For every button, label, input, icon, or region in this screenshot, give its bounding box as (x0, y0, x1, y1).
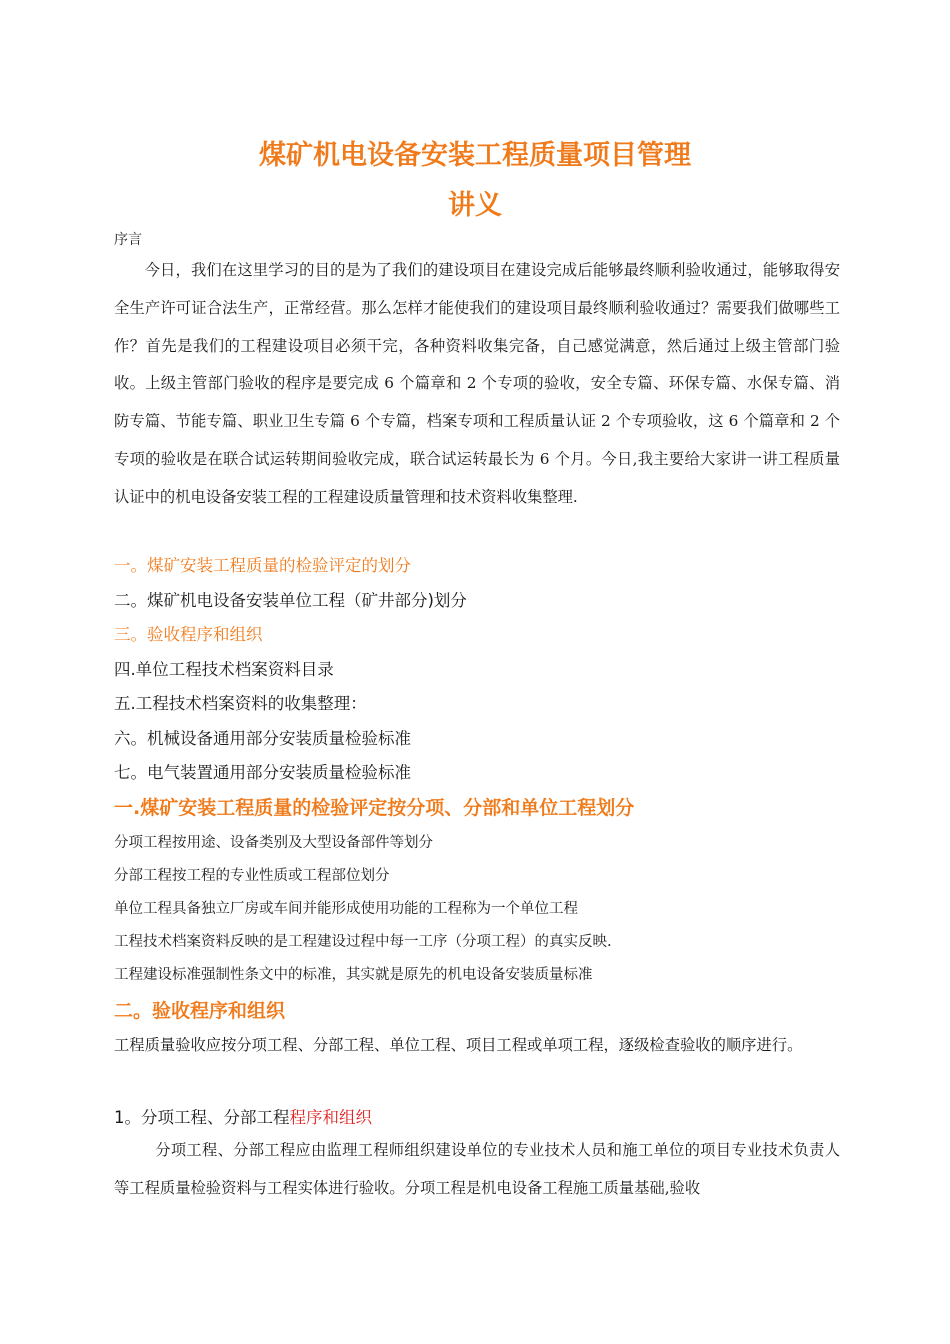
toc-item-4: 四.单位工程技术档案资料目录 (114, 660, 334, 679)
section-1-line: 工程建设标准强制性条文中的标准，其实就是原先的机电设备安装质量标准 (114, 967, 593, 983)
section-1-line: 工程技术档案资料反映的是工程建设过程中每一工序（分项工程）的真实反映. (114, 934, 612, 950)
preface-paragraph: 今日，我们在这里学习的目的是为了我们的建设项目在建设完成后能够最终顺利验收通过，能够取得安全生产许可证合法生产，正常经营。那么怎样才能使我们的建设项目最终顺利验收通过？需要我们做哪些工作？首先是我们的工程建设项目必须干完，各种资料收集完备，自己感觉满意，然后通过上级主管部门验收。上级主管部门验收的程序是要完成 6 个篇章和 2 个专项的验收，安全专篇、环保专篇、水保专篇、消防专篇、节能专篇、职业卫生专篇 6 个专篇，档案专项和工程质量认证 2 个专项验收，这 6 个篇章和 2 个专项的验收是在联合试运转期间验收完成，联合试运转最长为 6 个月。今日,我主要给大家讲一讲工程质量认证中的机电设备安装工程的工程建设质量管理和技术资料收集整理. (114, 261, 840, 506)
section-1-line: 分项工程按用途、设备类别及大型设备部件等划分 (114, 835, 433, 851)
document-subtitle: 讲义 (448, 190, 502, 221)
section-1-heading: 一.煤矿安装工程质量的检验评定按分项、分部和单位工程划分 (114, 797, 635, 819)
toc-item-6: 六。机械设备通用部分安装质量检验标准 (114, 729, 411, 748)
subsection-1-heading-main: 1。分项工程、分部工程 (114, 1108, 290, 1127)
toc-item-3: 三。验收程序和组织 (114, 625, 263, 644)
subsection-1-heading (114, 1104, 372, 1128)
section-1-line: 分部工程按工程的专业性质或工程部位划分 (114, 868, 390, 884)
section-1-line: 单位工程具备独立厂房或车间并能形成使用功能的工程称为一个单位工程 (114, 901, 578, 917)
toc-item-1: 一。煤矿安装工程质量的检验评定的划分 (114, 556, 411, 575)
section-2-paragraph: 工程质量验收应按分项工程、分部工程、单位工程、项目工程或单项工程，逐级检查验收的顺序进行。 (114, 1036, 803, 1054)
toc-item-7: 七。电气装置通用部分安装质量检验标准 (114, 763, 411, 782)
document-title: 煤矿机电设备安装工程质量项目管理 (259, 140, 691, 171)
subsection-1-paragraph: 分项工程、分部工程应由监理工程师组织建设单位的专业技术人员和施工单位的项目专业技术负责人等工程质量检验资料与工程实体进行验收。分项工程是机电设备工程施工质量基础,验收 (114, 1141, 840, 1197)
preface-label: 序言 (114, 232, 142, 248)
toc-item-2: 二。煤矿机电设备安装单位工程（矿井部分)划分 (114, 591, 467, 610)
section-2-heading: 二。验收程序和组织 (114, 1000, 286, 1022)
subsection-1-heading-emphasis: 程序和组织 (289, 1108, 372, 1127)
toc-item-5: 五.工程技术档案资料的收集整理： (114, 694, 367, 713)
